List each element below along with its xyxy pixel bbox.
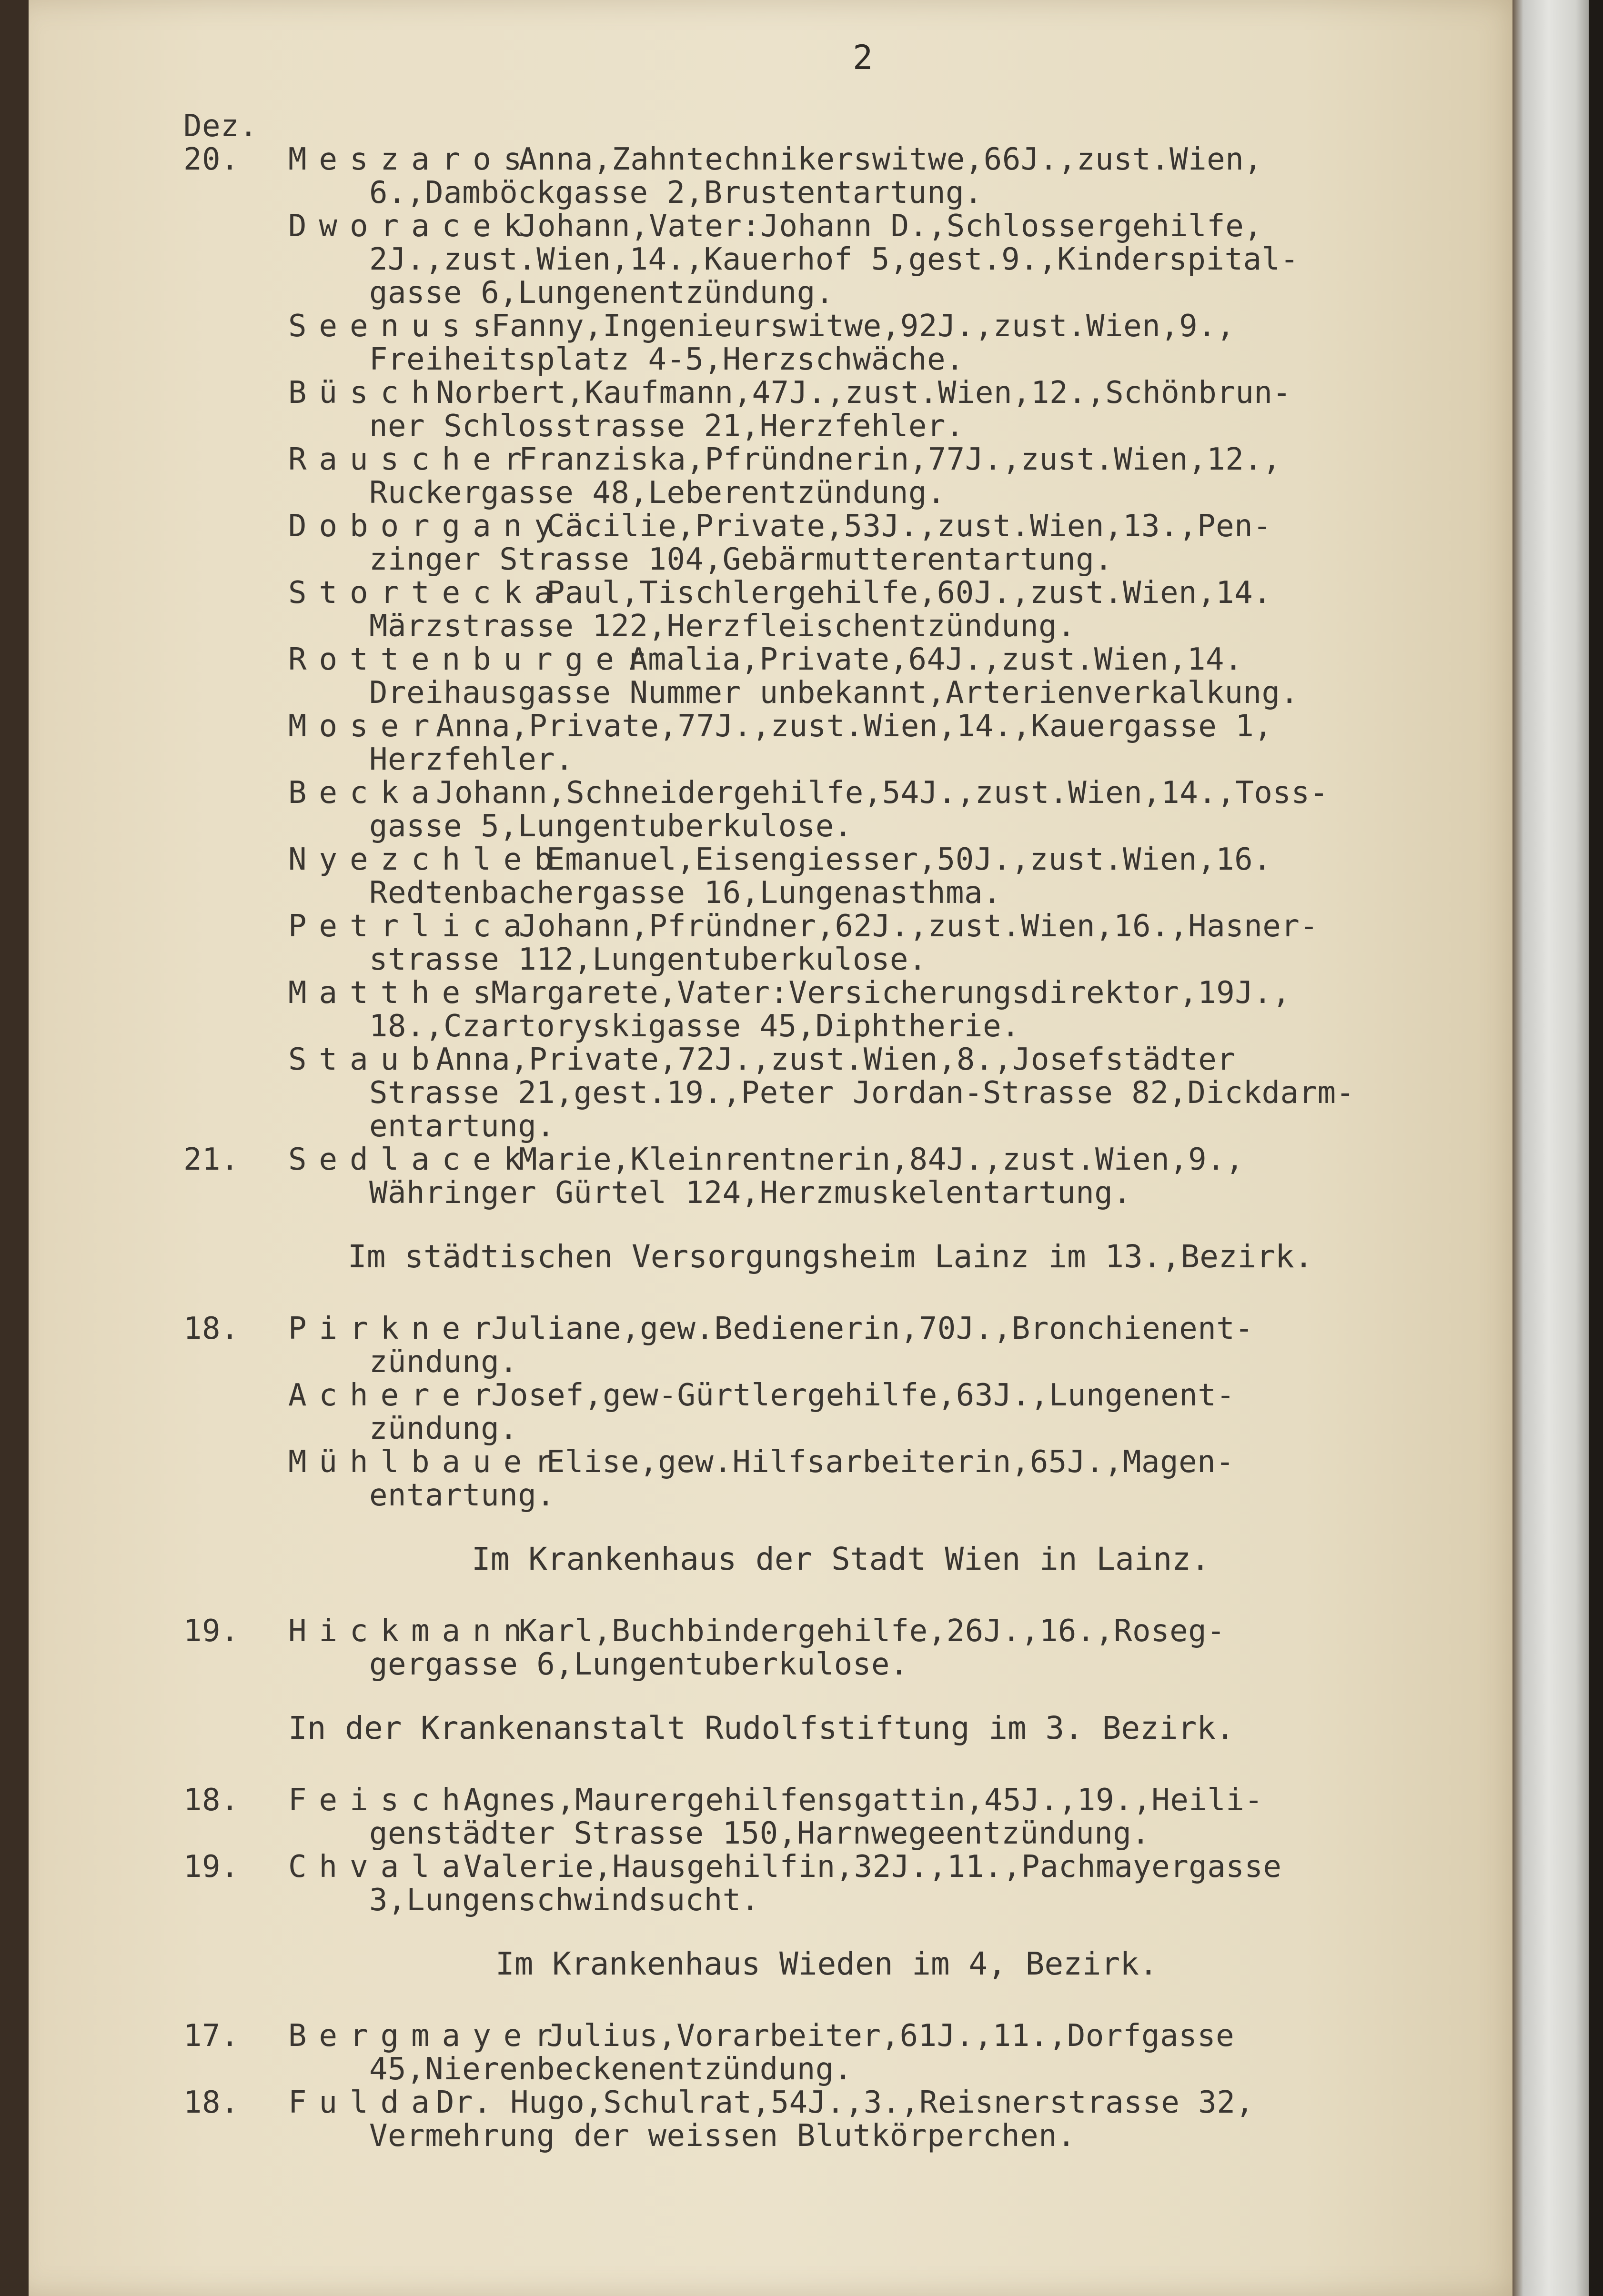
entry-surname: Sedlacek: [288, 1142, 534, 1177]
entry-text: gasse 5,Lungentuberkulose.: [369, 809, 853, 844]
section-heading: Im städtischen Versorgungsheim Lainz im 13.,Bezirk.: [348, 1238, 1313, 1275]
entry-text: entartung.: [369, 1109, 555, 1144]
section-heading: Im Krankenhaus der Stadt Wien in Lainz.: [472, 1541, 1210, 1577]
entry-text: Anna,Private,72J.,zust.Wien,8.,Josefstädter: [436, 1042, 1236, 1077]
entry-text: Herzfehler.: [369, 742, 574, 777]
entry-surname: Hickmann: [288, 1614, 534, 1649]
section-heading: Im Krankenhaus Wieden im 4, Bezirk.: [495, 1945, 1158, 1982]
month-label: Dez.: [183, 109, 258, 144]
entry-surname: Mühlbauer: [288, 1444, 565, 1480]
entry-text: Elise,gew.Hilfsarbeiterin,65J.,Magen-: [546, 1444, 1235, 1480]
entry-text: Johann,Pfründner,62J.,zust.Wien,16.,Hasner-: [519, 909, 1319, 944]
entry-surname: Bergmayer: [288, 2018, 565, 2054]
entry-text: Franziska,Pfründnerin,77J.,zust.Wien,12.,: [519, 442, 1281, 477]
entry-surname: Feisch: [288, 1783, 473, 1818]
entry-text: Paul,Tischlergehilfe,60J.,zust.Wien,14.: [546, 575, 1272, 611]
entry-surname: Stortecka: [288, 575, 565, 611]
entry-text: zündung.: [369, 1344, 518, 1380]
entry-text: Amalia,Private,64J.,zust.Wien,14.: [629, 642, 1243, 677]
entry-surname: Matthes: [288, 975, 504, 1011]
entry-text: Dreihausgasse Nummer unbekannt,Arterienverkalkung.: [369, 675, 1299, 711]
entry-date: 18.: [183, 1311, 240, 1346]
entry-text: Vermehrung der weissen Blutkörperchen.: [369, 2118, 1076, 2154]
book-spine: [1589, 0, 1603, 2296]
entry-text: Juliane,gew.Bedienerin,70J.,Bronchienent-: [491, 1311, 1254, 1346]
entry-date: 17.: [183, 2018, 240, 2054]
entry-surname: Petrlica: [288, 909, 534, 944]
entry-surname: Nyezchleb: [288, 842, 565, 877]
entry-text: 2J.,zust.Wien,14.,Kauerhof 5,gest.9.,Kinderspital-: [369, 242, 1299, 277]
entry-surname: Chvala: [288, 1849, 473, 1885]
entry-text: Redtenbachergasse 16,Lungenasthma.: [369, 875, 1002, 911]
entry-surname: Büsch: [288, 375, 442, 411]
entry-surname: Dworacek: [288, 209, 534, 244]
entry-text: zinger Strasse 104,Gebärmutterentartung.: [369, 542, 1113, 577]
entry-text: Emanuel,Eisengiesser,50J.,zust.Wien,16.: [546, 842, 1272, 877]
entry-text: genstädter Strasse 150,Harnwegeentzündung.: [369, 1816, 1150, 1851]
entry-text: Cäcilie,Private,53J.,zust.Wien,13.,Pen-: [546, 509, 1272, 544]
entry-text: 18.,Czartoryskigasse 45,Diphtherie.: [369, 1009, 1020, 1044]
entry-surname: Pirkner: [288, 1311, 504, 1346]
entry-text: Währinger Gürtel 124,Herzmuskelentartung.: [369, 1175, 1132, 1211]
entry-text: Freiheitsplatz 4-5,Herzschwäche.: [369, 342, 964, 377]
entry-text: Johann,Vater:Johann D.,Schlossergehilfe,: [519, 209, 1263, 244]
entry-surname: Becka: [288, 775, 442, 811]
entry-surname: Moser: [288, 709, 442, 744]
entry-text: Fanny,Ingenieurswitwe,92J.,zust.Wien,9.,: [491, 309, 1235, 344]
entry-text: strasse 112,Lungentuberkulose.: [369, 942, 927, 977]
entry-text: Johann,Schneidergehilfe,54J.,zust.Wien,14.,Toss-: [436, 775, 1329, 811]
entry-text: Valerie,Hausgehilfin,32J.,11.,Pachmayergasse: [464, 1849, 1282, 1885]
entry-surname: Meszaros: [288, 142, 534, 177]
section-heading: In der Krankenanstalt Rudolfstiftung im 3. Bezirk.: [288, 1710, 1235, 1746]
entry-text: Margarete,Vater:Versicherungsdirektor,19J.,: [491, 975, 1291, 1011]
entry-text: gasse 6,Lungenentzündung.: [369, 275, 834, 311]
entry-surname: Rottenburger: [288, 642, 657, 677]
entry-surname: Staub: [288, 1042, 442, 1077]
entry-text: zündung.: [369, 1411, 518, 1446]
entry-text: Märzstrasse 122,Herzfleischentzündung.: [369, 609, 1076, 644]
entry-text: Agnes,Maurergehilfensgattin,45J.,19.,Heili-: [464, 1783, 1263, 1818]
entry-text: 45,Nierenbeckenentzündung.: [369, 2052, 853, 2087]
entry-text: Josef,gew-Gürtlergehilfe,63J.,Lungenent-: [491, 1378, 1235, 1413]
entry-date: 20.: [183, 142, 240, 177]
entry-text: ner Schlosstrasse 21,Herzfehler.: [369, 409, 964, 444]
entry-text: 6.,Damböckgasse 2,Brustentartung.: [369, 175, 983, 211]
entry-date: 19.: [183, 1849, 240, 1885]
entry-surname: Rauscher: [288, 442, 534, 477]
entry-surname: Acherer: [288, 1378, 504, 1413]
entry-text: Anna,Private,77J.,zust.Wien,14.,Kauergasse 1,: [436, 709, 1273, 744]
entry-text: Norbert,Kaufmann,47J.,zust.Wien,12.,Schönbrun-: [436, 375, 1291, 411]
entry-surname: Seenuss: [288, 309, 504, 344]
entry-text: Ruckergasse 48,Leberentzündung.: [369, 475, 946, 511]
entry-text: 3,Lungenschwindsucht.: [369, 1883, 760, 1918]
entry-surname: Doborgany: [288, 509, 565, 544]
entry-text: Marie,Kleinrentnerin,84J.,zust.Wien,9.,: [519, 1142, 1244, 1177]
entry-text: Anna,Zahntechnikerswitwe,66J.,zust.Wien,: [519, 142, 1263, 177]
entry-text: gergasse 6,Lungentuberkulose.: [369, 1647, 908, 1682]
entry-text: Karl,Buchbindergehilfe,26J.,16.,Roseg-: [519, 1614, 1226, 1649]
entry-text: Strasse 21,gest.19.,Peter Jordan-Strasse 82,Dickdarm-: [369, 1075, 1355, 1111]
entry-date: 18.: [183, 1783, 240, 1818]
entry-text: Dr. Hugo,Schulrat,54J.,3.,Reisnerstrasse 32,: [436, 2085, 1254, 2120]
entry-date: 18.: [183, 2085, 240, 2120]
entry-surname: Fulda: [288, 2085, 442, 2120]
entry-date: 19.: [183, 1614, 240, 1649]
entry-text: entartung.: [369, 1478, 555, 1513]
page-number: 2: [853, 38, 873, 77]
entry-date: 21.: [183, 1142, 240, 1177]
entry-text: Julius,Vorarbeiter,61J.,11.,Dorfgasse: [546, 2018, 1235, 2054]
